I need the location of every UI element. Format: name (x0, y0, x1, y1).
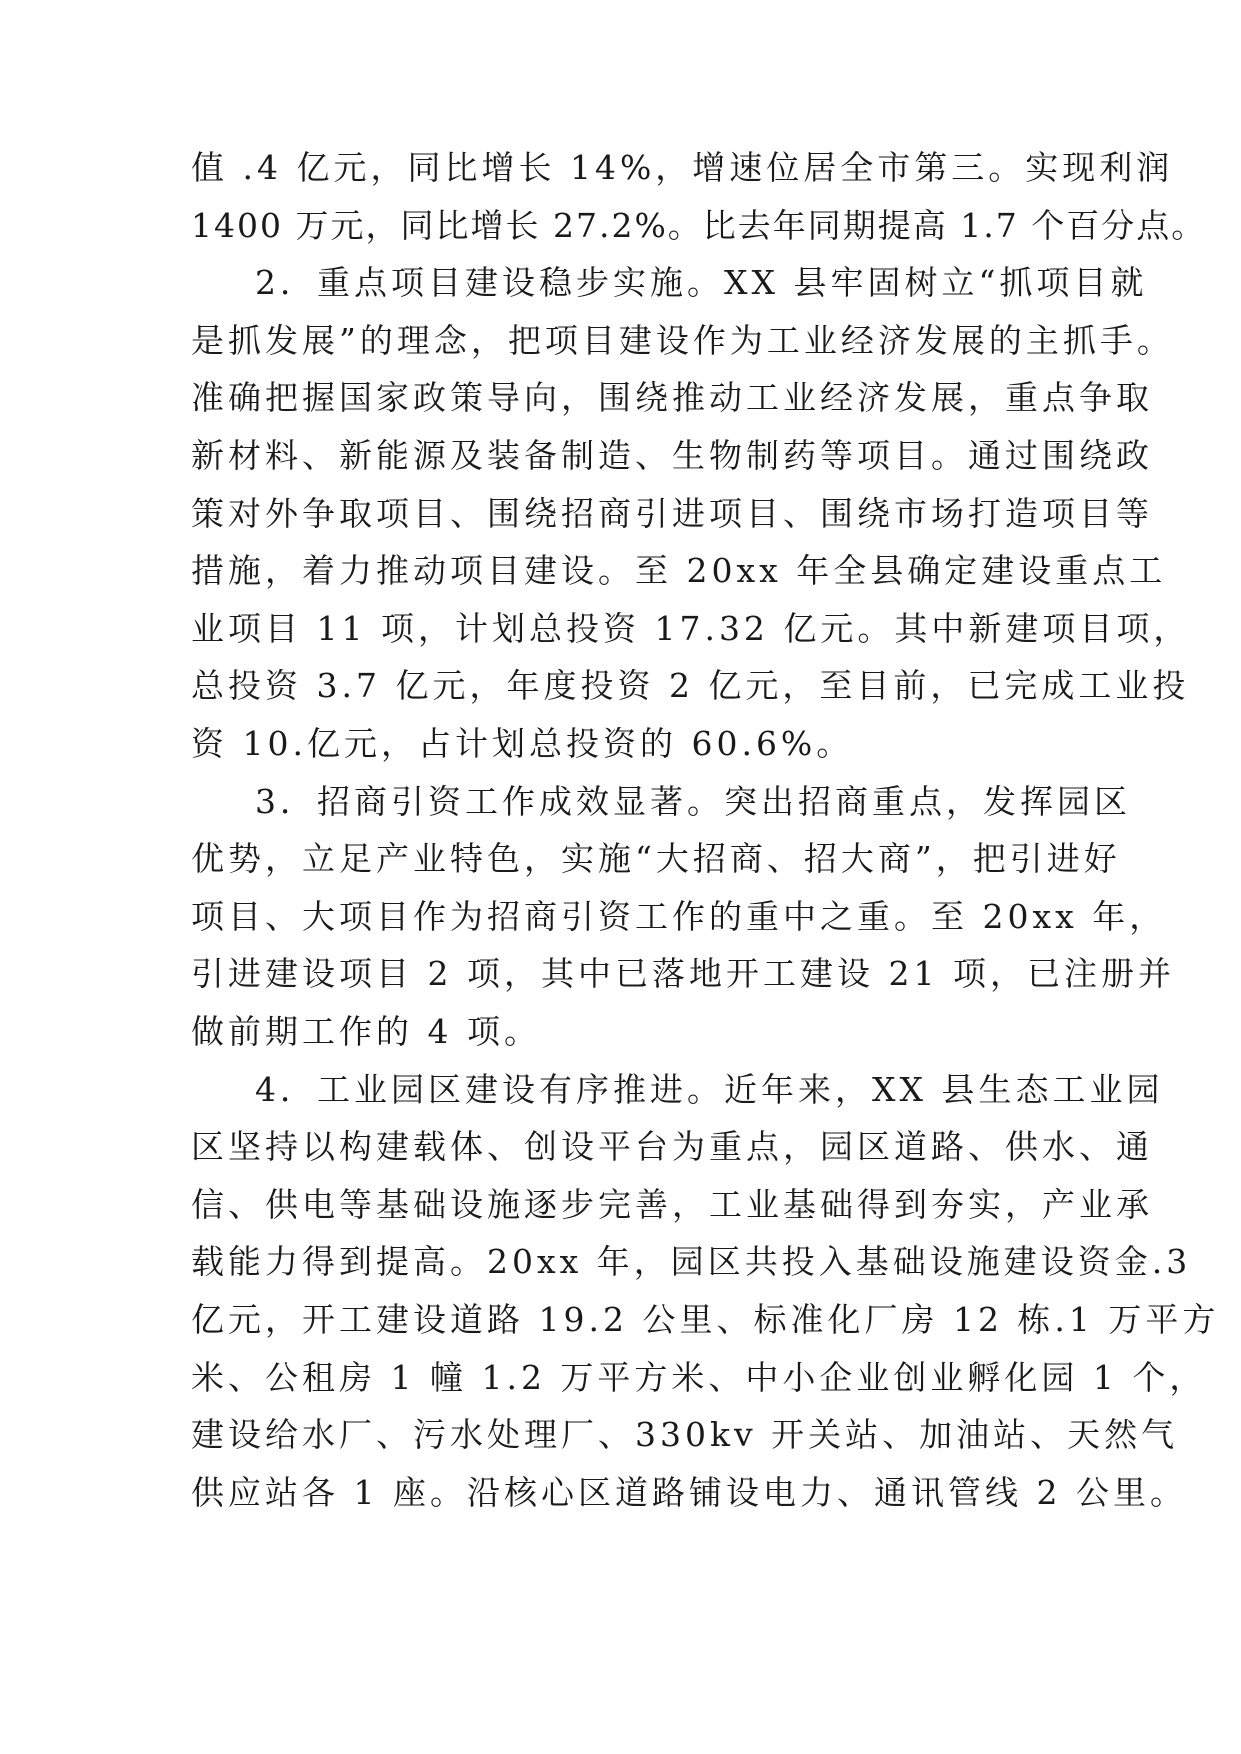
body-text-line: 建设给水厂、污水处理厂、330kv 开关站、加油站、天然气 (191, 1415, 1179, 1454)
body-text-line: 亿元，开工建设道路 19.2 公里、标准化厂房 12 栋.1 万平方 (191, 1300, 1220, 1339)
body-text-line: 引进建设项目 2 项，其中已落地开工建设 21 项，已注册并 (191, 954, 1175, 993)
body-text-line: 总投资 3.7 亿元，年度投资 2 亿元，至目前，已完成工业投 (191, 666, 1190, 705)
body-text-line: 准确把握国家政策导向，围绕推动工业经济发展，重点争取 (191, 378, 1153, 417)
body-text-line: 是抓发展”的理念，把项目建设作为工业经济发展的主抓手。 (191, 321, 1174, 360)
body-text-line: 载能力得到提高。20xx 年，园区共投入基础设施建设资金.3 (191, 1242, 1192, 1281)
body-text-line: 策对外争取项目、围绕招商引进项目、围绕市场打造项目等 (191, 494, 1153, 533)
body-text-line: 新材料、新能源及装备制造、生物制药等项目。通过围绕政 (191, 436, 1153, 475)
body-text-line: 供应站各 1 座。沿核心区道路铺设电力、通讯管线 2 公里。 (191, 1473, 1187, 1512)
body-text-line: 优势，立足产业特色，实施“大招商、招大商”，把引进好 (191, 839, 1121, 878)
body-text-line: 做前期工作的 4 项。 (191, 1012, 541, 1051)
paragraph-2-start: 2．重点项目建设稳步实施。XX 县牢固树立“抓项目就 (255, 263, 1148, 302)
body-text-line: 措施，着力推动项目建设。至 20xx 年全县确定建设重点工 (191, 551, 1167, 590)
paragraph-4-start: 4．工业园区建设有序推进。近年来，XX 县生态工业园 (255, 1070, 1164, 1109)
body-text-line: 值 .4 亿元，同比增长 14%，增速位居全市第三。实现利润 (191, 148, 1174, 187)
body-text-line: 项目、大项目作为招商引资工作的重中之重。至 20xx 年， (191, 897, 1167, 936)
body-text-line: 业项目 11 项，计划总投资 17.32 亿元。其中新建项目项， (191, 609, 1191, 648)
body-text-line: 区坚持以构建载体、创设平台为重点，园区道路、供水、通 (191, 1127, 1153, 1166)
body-text-line: 资 10.亿元，占计划总投资的 60.6%。 (191, 724, 854, 763)
paragraph-3-start: 3．招商引资工作成效显著。突出招商重点，发挥园区 (255, 782, 1131, 821)
body-text-line: 米、公租房 1 幢 1.2 万平方米、中小企业创业孵化园 1 个， (191, 1358, 1207, 1397)
body-text-line: 信、供电等基础设施逐步完善，工业基础得到夯实，产业承 (191, 1185, 1153, 1224)
body-text-line: 1400 万元，同比增长 27.2%。比去年同期提高 1.7 个百分点。 (191, 206, 1207, 245)
